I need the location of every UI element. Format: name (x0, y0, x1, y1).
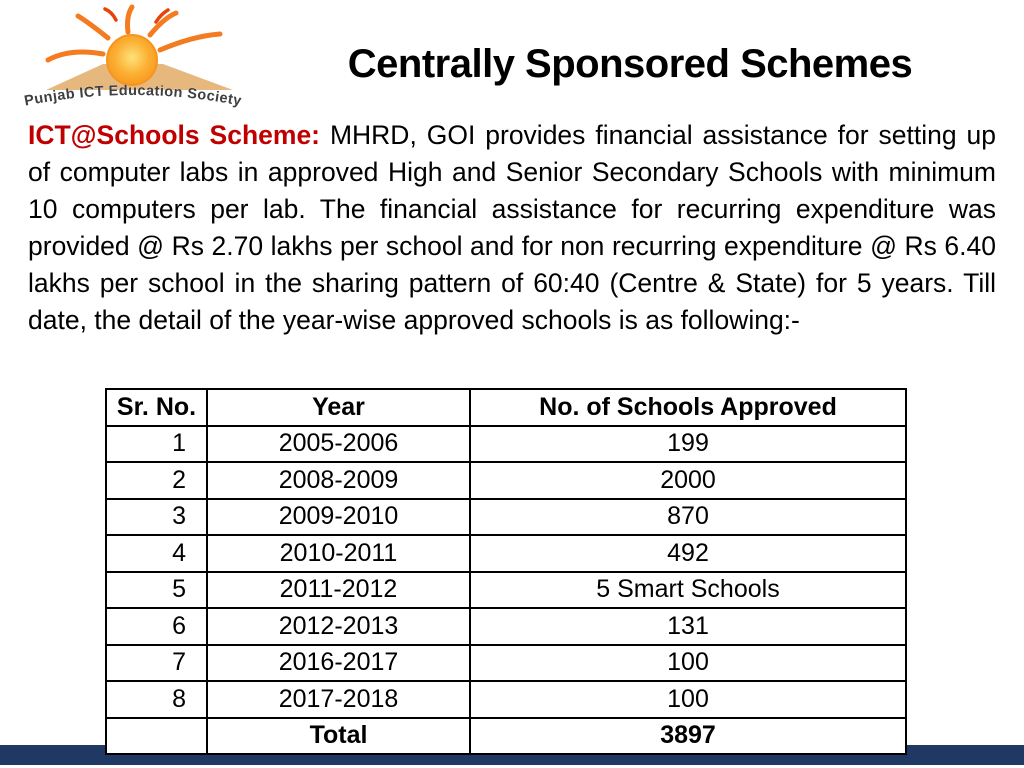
cell-schools: 870 (470, 499, 906, 536)
cell-schools: 2000 (470, 462, 906, 499)
logo-org-name: Punjab ICT Education Society (23, 82, 243, 110)
cell-sr-no: 8 (106, 681, 207, 718)
cell-schools: 100 (470, 681, 906, 718)
cell-year: 2009-2010 (207, 499, 470, 536)
cell-sr-no: 4 (106, 535, 207, 572)
punjab-ict-logo (8, 2, 258, 114)
table-row (106, 608, 906, 645)
cell-sr-no: 1 (106, 426, 207, 463)
cell-year: 2017-2018 (207, 681, 470, 718)
page-title: Centrally Sponsored Schemes (347, 42, 913, 86)
sun-ray-accents-icon (105, 9, 168, 22)
header-schools-approved: No. of Schools Approved (470, 389, 906, 426)
cell-sr-no: 2 (106, 462, 207, 499)
table-row (106, 462, 906, 499)
header-sr-no: Sr. No. (106, 389, 207, 426)
cell-sr-no: 6 (106, 608, 207, 645)
cell-year: 2012-2013 (207, 608, 470, 645)
scheme-paragraph (28, 117, 996, 339)
cell-year: 2011-2012 (207, 572, 470, 609)
scheme-name-label: ICT@Schools Scheme: (28, 120, 321, 150)
table-row (106, 645, 906, 682)
schools-approved-table (105, 388, 907, 755)
sun-logo-graphic (8, 2, 258, 114)
cell-schools: 199 (470, 426, 906, 463)
cell-total-label: Total (207, 718, 470, 755)
table-row (106, 681, 906, 718)
table-header (106, 389, 906, 426)
table-row (106, 572, 906, 609)
cell-sr-no: 7 (106, 645, 207, 682)
table-row (106, 426, 906, 463)
cell-year: 2016-2017 (207, 645, 470, 682)
cell-schools: 100 (470, 645, 906, 682)
table-header-row (106, 389, 906, 426)
cell-schools: 492 (470, 535, 906, 572)
cell-total-value: 3897 (470, 718, 906, 755)
table-total-row (106, 718, 906, 755)
table-row (106, 535, 906, 572)
scheme-description: MHRD, GOI provides financial assistance for setting up of computer labs in approved High and Senior Secondary Schools with minimum 10 computers per lab. The financial assistance for recurring expenditure was provided @ Rs 2.70 lakhs per school and for non recurring expenditure @ Rs 6.40 lakhs per school in the sharing pattern of 60:40 (Centre & State) for 5 years. Till date, the detail of the year-wise approved schools is as following:- (28, 120, 996, 335)
cell-year: 2010-2011 (207, 535, 470, 572)
cell-schools: 5 Smart Schools (470, 572, 906, 609)
sun-icon (107, 35, 157, 85)
table-row (106, 499, 906, 536)
cell-schools: 131 (470, 608, 906, 645)
cell-sr-no: 5 (106, 572, 207, 609)
cell-year: 2008-2009 (207, 462, 470, 499)
cell-total-blank (106, 718, 207, 755)
cell-sr-no: 3 (106, 499, 207, 536)
table-body (106, 426, 906, 755)
header-year: Year (207, 389, 470, 426)
cell-year: 2005-2006 (207, 426, 470, 463)
